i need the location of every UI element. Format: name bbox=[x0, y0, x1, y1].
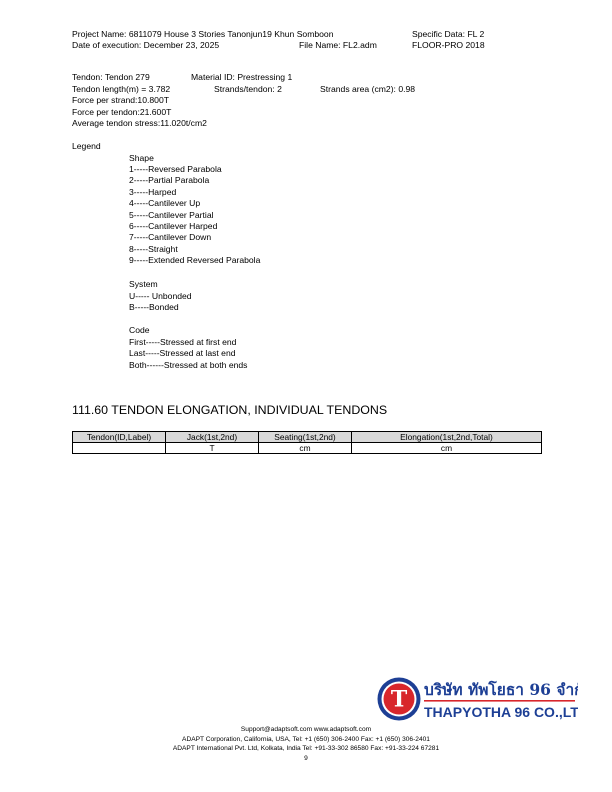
logo-thai-name: บริษัท ทัพโยธา 96 จำกัด bbox=[424, 680, 578, 699]
company-logo-graphic bbox=[376, 676, 578, 722]
table-header-cell: Seating(1st,2nd) bbox=[259, 432, 352, 443]
tendon-length: Tendon length(m) = 3.782 bbox=[72, 84, 171, 94]
footer-support-line: Support@adaptsoft.com www.adaptsoft.com bbox=[240, 726, 372, 733]
footer-usa-contact: ADAPT Corporation, California, USA, Tel: +1 (650) 306-2400 Fax: +1 (650) 306-2401 bbox=[182, 736, 430, 743]
shape-title: Shape bbox=[129, 153, 154, 163]
table-header-cell: Jack(1st,2nd) bbox=[166, 432, 259, 443]
average-tendon-stress: Average tendon stress:11.020t/cm2 bbox=[72, 118, 207, 128]
table-header-row bbox=[73, 432, 542, 443]
elongation-table bbox=[72, 431, 542, 454]
legend-item: 5-----Cantilever Partial bbox=[129, 209, 214, 220]
legend-item: 7-----Cantilever Down bbox=[129, 232, 212, 243]
table-units-row bbox=[73, 443, 542, 454]
project-name: Project Name: 6811079 House 3 Stories Tanonjun19 Khun Somboon bbox=[72, 29, 334, 39]
strands-per-tendon: Strands/tendon: 2 bbox=[214, 84, 282, 94]
material-id: Material ID: Prestressing 1 bbox=[191, 72, 293, 82]
legend-item: 2-----Partial Parabola bbox=[129, 175, 210, 186]
force-per-strand: Force per strand:10.800T bbox=[72, 95, 169, 105]
logo-divider-line bbox=[424, 700, 575, 702]
table-unit-cell: cm bbox=[352, 443, 542, 454]
strands-area: Strands area (cm2): 0.98 bbox=[320, 84, 416, 94]
file-name: File Name: FL2.adm bbox=[299, 40, 377, 50]
system-title: System bbox=[129, 279, 158, 289]
execution-date: Date of execution: December 23, 2025 bbox=[72, 40, 220, 50]
table-header-cell: Tendon(ID,Label) bbox=[73, 432, 166, 443]
footer-india-contact: ADAPT International Pvt. Ltd, Kolkata, India Tel: +91-33-302 86580 Fax: +91-33-224 67281 bbox=[172, 745, 440, 752]
legend-item: 9-----Extended Reversed Parabola bbox=[129, 255, 261, 266]
logo-english-name: THAPYOTHA 96 CO.,LTD. bbox=[424, 704, 578, 720]
legend-item: 4-----Cantilever Up bbox=[129, 198, 201, 209]
page-number: 9 bbox=[304, 755, 308, 762]
table-unit-cell bbox=[73, 443, 166, 454]
legend-item: U----- Unbonded bbox=[129, 291, 192, 301]
legend-item: Both------Stressed at both ends bbox=[129, 359, 248, 370]
code-title: Code bbox=[129, 325, 150, 335]
section-heading: 111.60 TENDON ELONGATION, INDIVIDUAL TENDONS bbox=[72, 403, 388, 417]
table-header-cell: Elongation(1st,2nd,Total) bbox=[352, 432, 542, 443]
legend-item: 1-----Reversed Parabola bbox=[129, 164, 222, 174]
table-unit-cell: cm bbox=[259, 443, 352, 454]
legend-item: B-----Bonded bbox=[129, 302, 179, 313]
logo-emblem-letter: T bbox=[390, 686, 408, 713]
table-unit-cell: T bbox=[166, 443, 259, 454]
company-logo bbox=[376, 676, 578, 722]
legend-item: Last-----Stressed at last end bbox=[129, 348, 236, 359]
legend-title: Legend bbox=[72, 141, 101, 151]
legend-item: 3-----Harped bbox=[129, 186, 177, 197]
specific-data: Specific Data: FL 2 bbox=[412, 29, 485, 39]
legend-item: 6-----Cantilever Harped bbox=[129, 221, 218, 231]
tendon-id: Tendon: Tendon 279 bbox=[72, 72, 150, 82]
legend-item: First-----Stressed at first end bbox=[129, 337, 237, 347]
software-version: FLOOR-PRO 2018 bbox=[412, 40, 485, 50]
force-per-tendon: Force per tendon:21.600T bbox=[72, 107, 172, 117]
legend-item: 8-----Straight bbox=[129, 243, 178, 254]
